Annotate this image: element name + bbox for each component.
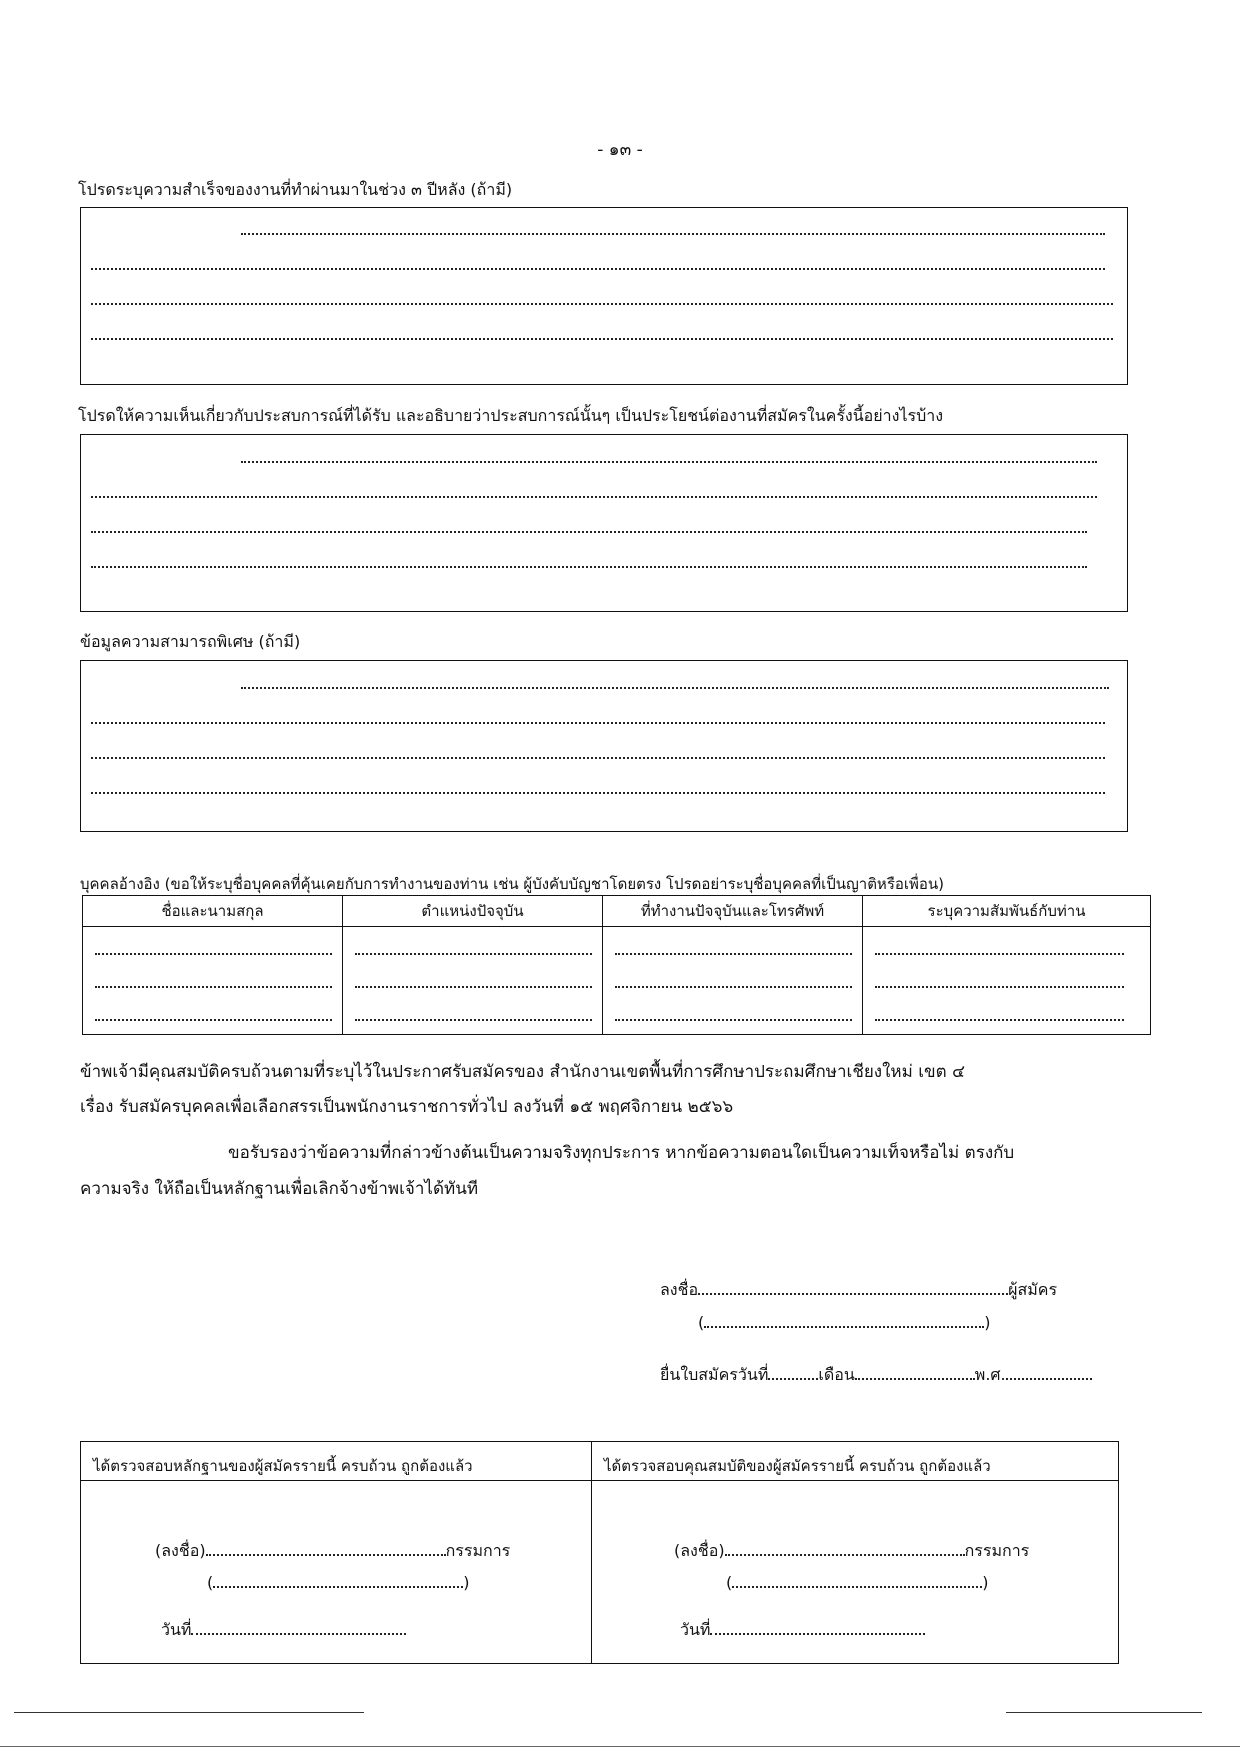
- divider: [592, 1480, 1118, 1481]
- dotted-line: [191, 1619, 406, 1635]
- special-abilities-label: ข้อมูลความสามารถพิเศษ (ถ้ามี): [80, 632, 301, 651]
- dotted-line: [355, 986, 592, 988]
- committee-name-line[interactable]: [726, 1572, 989, 1592]
- dotted-line: [91, 303, 1113, 305]
- application-date-line[interactable]: [660, 1363, 1092, 1388]
- table-row: [83, 927, 1151, 1035]
- paren-close: ): [463, 1573, 470, 1592]
- sign-prefix: ลงชื่อ: [660, 1280, 699, 1299]
- dotted-line: [875, 953, 1124, 955]
- year-label: พ.ศ.: [974, 1365, 1006, 1384]
- reference-position-cell[interactable]: [343, 927, 603, 1035]
- references-label: บุคคลอ้างอิง (ขอให้ระบุชื่อบุคคลที่คุ้นเคยกับการทำงานของท่าน เช่น ผู้บังคับบัญชาโดยตรง โปรดอย่าระบุชื่อบุคคลที่เป็นญาติหรือเพื่อน): [80, 875, 945, 893]
- paren-close: ): [982, 1573, 989, 1592]
- applicant-name-line[interactable]: [698, 1312, 991, 1332]
- qualification-verification-box: [591, 1441, 1119, 1664]
- dotted-line: [704, 1312, 984, 1328]
- certification-line-2: ความจริง ให้ถือเป็นหลักฐานเพื่อเลิกจ้างข้าพเจ้าได้ทันที: [80, 1179, 479, 1199]
- experience-label: โปรดให้ความเห็นเกี่ยวกับประสบการณ์ที่ได้รับ และอธิบายว่าประสบการณ์นั้นๆ เป็นประโยชน์ต่องานที่สมัครในครั้งนี้อย่างไรบ้าง: [78, 406, 944, 425]
- dotted-line: [213, 1572, 463, 1588]
- dotted-line: [615, 953, 852, 955]
- committee-date-line[interactable]: [161, 1618, 406, 1643]
- date-prefix: วันที่: [680, 1620, 711, 1639]
- reference-workplace-cell[interactable]: [603, 927, 863, 1035]
- dotted-line: [710, 1619, 925, 1635]
- committee-name-line[interactable]: [207, 1572, 470, 1592]
- footer-line: [0, 1746, 1240, 1747]
- dotted-line: [91, 496, 1097, 498]
- paren-open: (: [207, 1573, 214, 1592]
- footer-line: [14, 1712, 364, 1713]
- dotted-line: [355, 1019, 592, 1021]
- dotted-line: [698, 1279, 1008, 1295]
- dotted-line: [95, 953, 332, 955]
- dotted-line: [355, 953, 592, 955]
- achievements-label: โปรดระบุความสำเร็จของงานที่ทำผ่านมาในช่วง ๓ ปีหลัง (ถ้ามี): [78, 180, 513, 199]
- sign-prefix: (ลงชื่อ): [674, 1541, 725, 1560]
- paren-close: ): [984, 1313, 991, 1332]
- month-label: เดือน: [818, 1365, 855, 1384]
- achievements-box[interactable]: [80, 207, 1128, 385]
- dotted-line: [241, 461, 1097, 463]
- column-header-workplace-phone: ที่ทำงานปัจจุบันและโทรศัพท์: [603, 896, 863, 927]
- committee-signature-line[interactable]: [674, 1539, 1029, 1564]
- declaration-line-1: ข้าพเจ้ามีคุณสมบัติครบถ้วนตามที่ระบุไว้ในประกาศรับสมัครของ สำนักงานเขตพื้นที่การศึกษาประถมศึกษาเชียงใหม่ เขต ๔: [80, 1062, 965, 1082]
- evidence-verification-box: [80, 1441, 592, 1664]
- dotted-line: [91, 338, 1113, 340]
- dotted-line: [241, 233, 1105, 235]
- dotted-line: [241, 687, 1109, 689]
- dotted-line: [91, 268, 1105, 270]
- dotted-line: [91, 722, 1105, 724]
- dotted-line: [91, 531, 1087, 533]
- paren-open: (: [698, 1313, 705, 1332]
- dotted-line: [875, 986, 1124, 988]
- dotted-line: [1006, 1364, 1092, 1380]
- committee-label: กรรมการ: [964, 1541, 1030, 1560]
- column-header-position: ตำแหน่งปัจจุบัน: [343, 896, 603, 927]
- dotted-line: [875, 1019, 1124, 1021]
- dotted-line: [95, 986, 332, 988]
- divider: [81, 1480, 591, 1481]
- reference-name-cell[interactable]: [83, 927, 343, 1035]
- date-prefix: วันที่: [161, 1620, 192, 1639]
- sign-prefix: (ลงชื่อ): [155, 1541, 206, 1560]
- page-number: - ๑๓ -: [597, 140, 643, 160]
- paren-open: (: [726, 1573, 733, 1592]
- column-header-name: ชื่อและนามสกุล: [83, 896, 343, 927]
- dotted-line: [91, 792, 1105, 794]
- column-header-relationship: ระบุความสัมพันธ์กับท่าน: [863, 896, 1151, 927]
- special-abilities-box[interactable]: [80, 660, 1128, 832]
- committee-signature-line[interactable]: [155, 1539, 510, 1564]
- applicant-label: ผู้สมัคร: [1008, 1280, 1058, 1299]
- reference-relationship-cell[interactable]: [863, 927, 1151, 1035]
- dotted-line: [95, 1019, 332, 1021]
- committee-date-line[interactable]: [680, 1618, 925, 1643]
- references-table: [82, 895, 1151, 1035]
- dotted-line: [615, 986, 852, 988]
- dotted-line: [732, 1572, 982, 1588]
- dotted-line: [206, 1540, 446, 1556]
- qualification-verification-title: ได้ตรวจสอบคุณสมบัติของผู้สมัครรายนี้ ครบถ้วน ถูกต้องแล้ว: [604, 1457, 991, 1475]
- dotted-line: [768, 1364, 818, 1380]
- declaration-line-2: เรื่อง รับสมัครบุคคลเพื่อเลือกสรรเป็นพนักงานราชการทั่วไป ลงวันที่ ๑๕ พฤศจิกายน ๒๕๖๖: [80, 1097, 734, 1117]
- table-header-row: [83, 896, 1151, 927]
- dotted-line: [855, 1364, 975, 1380]
- dotted-line: [725, 1540, 965, 1556]
- experience-box[interactable]: [80, 434, 1128, 612]
- dotted-line: [91, 566, 1087, 568]
- committee-label: กรรมการ: [445, 1541, 511, 1560]
- evidence-verification-title: ได้ตรวจสอบหลักฐานของผู้สมัครรายนี้ ครบถ้วน ถูกต้องแล้ว: [93, 1457, 473, 1475]
- dotted-line: [615, 1019, 852, 1021]
- date-prefix: ยื่นใบสมัครวันที่: [660, 1365, 769, 1384]
- applicant-signature-line[interactable]: [660, 1278, 1057, 1303]
- dotted-line: [91, 757, 1105, 759]
- certification-line-1: ขอรับรองว่าข้อความที่กล่าวข้างต้นเป็นความจริงทุกประการ หากข้อความตอนใดเป็นความเท็จหรือไม่ ตรงกับ: [228, 1143, 1015, 1163]
- footer-line: [1006, 1712, 1202, 1713]
